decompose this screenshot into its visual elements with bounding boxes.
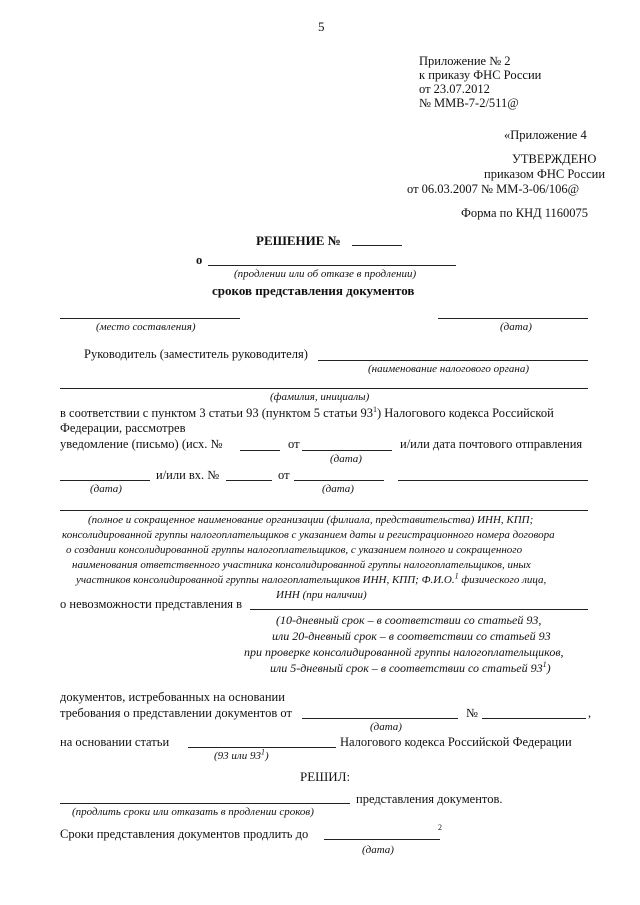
according-line (60, 406, 554, 420)
place-hint: (место составления) (96, 321, 196, 333)
term-3: при проверке консолидированной группы налогоплательщиков, (244, 645, 564, 659)
org-hint-5-b: физического лица, (458, 574, 547, 586)
extend-until-date-hint: (дата) (362, 844, 394, 856)
decided-label: РЕШИЛ: (300, 769, 351, 784)
head-label: Руководитель (заместитель руководителя) (84, 347, 308, 361)
notice-number-line (240, 450, 280, 451)
org-hint-4: наименования ответственного участника консолидированной группы налогоплательщиков, иных (72, 559, 531, 571)
notice-date-line (302, 450, 392, 451)
article-hint-a: (93 или 93 (214, 750, 261, 762)
name-hint: (фамилия, инициалы) (270, 391, 370, 403)
postal-date-hint: (дата) (90, 483, 122, 495)
appendix-line4: № ММВ-7-2/511@ (419, 96, 519, 110)
impossibility-line (250, 609, 588, 610)
org-hint-6: ИНН (при наличии) (276, 589, 367, 601)
org-hint-2: консолидированной группы налогоплательщиков с указанием даты и регистрационного номера договора (62, 529, 555, 541)
according-text-a: в соответствии с пунктом 3 статьи 93 (пунктом 5 статьи 93 (60, 406, 373, 420)
term-2: или 20-дневный срок – в соответствии со статьей 93 (272, 629, 551, 643)
extension-field-line (208, 265, 456, 266)
requirement-number-line (482, 718, 586, 719)
extend-until-label: Сроки представления документов продлить до (60, 827, 309, 841)
term-4-a: или 5-дневный срок – в соответствии со статьей 93 (270, 661, 543, 675)
article-hint-sup: 1 (260, 747, 265, 757)
inbound-number-line (226, 480, 272, 481)
tax-authority-hint: (наименование налогового органа) (368, 363, 530, 375)
org-hint-3: о создании консолидированной группы налогоплательщиков, с указанием полного и сокращенного (66, 544, 523, 556)
extend-hint: (продлить сроки или отказать в продлении сроков) (72, 806, 314, 818)
decision-number-line (352, 245, 402, 246)
extend-until-line (324, 839, 440, 840)
article-hint-b: ) (264, 750, 269, 762)
appendix4-label: «Приложение 4 (504, 128, 587, 142)
inbound-date-hint: (дата) (322, 483, 354, 495)
notice-date-hint: (дата) (330, 453, 362, 465)
submission-label: представления документов. (356, 792, 503, 806)
date-line (438, 318, 588, 319)
requirement-comma: , (588, 706, 592, 720)
notice-label: уведомление (письмо) (исх. № (60, 437, 223, 451)
approved-label: УТВЕРЖДЕНО (512, 152, 597, 166)
name-line (60, 388, 588, 389)
date-hint: (дата) (500, 321, 532, 333)
inbound-label: и/или вх. № (156, 468, 220, 482)
page-number: 5 (318, 19, 325, 34)
tax-authority-line (318, 360, 588, 361)
requirement-number-sign: № (466, 706, 478, 720)
footnote-mark: 2 (438, 823, 442, 832)
form-code: Форма по КНД 1160075 (461, 206, 589, 220)
decision-title: РЕШЕНИЕ № (256, 233, 341, 248)
title-o: о (196, 253, 203, 267)
impossibility-label: о невозможности представления в (60, 597, 243, 611)
requirement-label: требования о представлении документов от (60, 706, 292, 720)
postal-label: и/или дата почтового отправления (400, 437, 583, 451)
appendix-line2: к приказу ФНС России (419, 68, 542, 82)
organization-line (60, 510, 588, 511)
according-text-b: ) Налогового кодекса Российской (377, 406, 554, 420)
requirement-date-line (302, 718, 458, 719)
postal-date-line (60, 480, 150, 481)
org-hint-5-sup: 1 (454, 571, 459, 581)
extension-hint: (продлении или об отказе в продлении) (234, 268, 417, 280)
appendix-line3: от 23.07.2012 (419, 82, 490, 96)
org-hint-5 (76, 571, 547, 587)
notice-from-label: от (288, 437, 300, 451)
inbound-extra-line (398, 480, 588, 481)
term-1: (10-дневный срок – в соответствии со статьей 93, (276, 613, 542, 627)
org-hint-5-a: участников консолидированной группы налогоплательщиков ИНН, КПП; Ф.И.О. (76, 574, 455, 586)
approved-order-ref: от 06.03.2007 № ММ-3-06/106@ (407, 182, 580, 196)
basis-label: на основании статьи (60, 735, 170, 749)
term-4-sup: 1 (542, 660, 547, 669)
deadlines-title: сроков представления документов (212, 283, 415, 298)
appendix-line1: Приложение № 2 (419, 54, 511, 68)
org-hint-1: (полное и сокращенное наименование организации (филиала, представительства) ИНН, КПП; (88, 514, 534, 526)
place-line (60, 318, 240, 319)
docs-label: документов, истребованных на основании (60, 690, 285, 704)
inbound-date-line (294, 480, 384, 481)
federation-text: Федерации, рассмотрев (60, 421, 186, 435)
inbound-from-label: от (278, 468, 290, 482)
term-4 (270, 662, 551, 676)
according-sup: 1 (373, 404, 377, 414)
requirement-date-hint: (дата) (370, 721, 402, 733)
approved-by-order: приказом ФНС России (484, 167, 606, 181)
tax-code-label: Налогового кодекса Российской Федерации (340, 735, 572, 749)
article-hint (214, 747, 269, 763)
term-4-b: ) (546, 661, 551, 675)
extend-line (60, 803, 350, 804)
